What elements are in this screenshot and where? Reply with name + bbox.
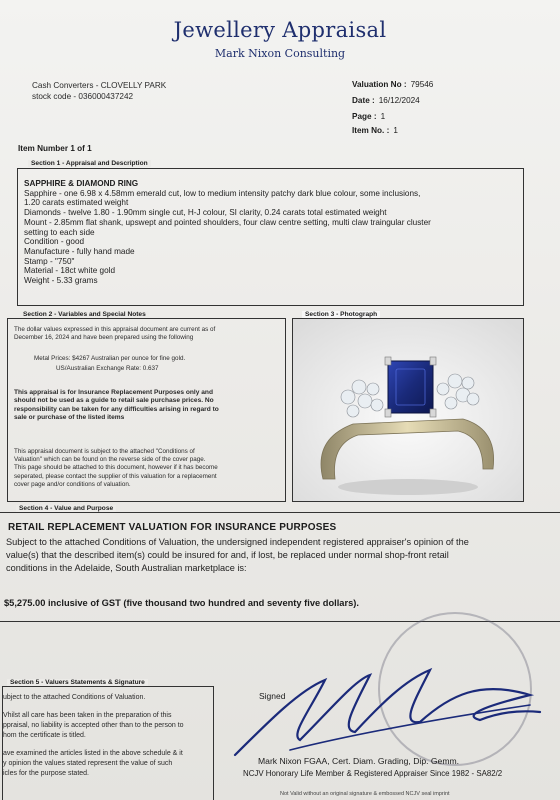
valuation-no-value: 79546 <box>410 80 434 89</box>
company-name: Mark Nixon Consulting <box>214 47 346 60</box>
valuation-statement-line: conditions in the Adelaide, South Australian marketplace is: <box>6 563 247 574</box>
conditions-note-line: Valuation" which can be found on the reverse side of the cover page. <box>14 456 206 464</box>
conditions-note-line: This appraisal document is subject to the attached "Conditions of <box>14 448 195 455</box>
page-title: Jewellery Appraisal <box>173 18 387 42</box>
client-block <box>32 80 166 102</box>
description-line: Material - 18ct white gold <box>24 266 116 276</box>
notes-intro-line: December 16, 2024 and have been prepared using the following <box>14 334 194 342</box>
date-value: 16/12/2024 <box>378 96 420 105</box>
item-title: SAPPHIRE & DIAMOND RING <box>24 179 139 188</box>
section-2-heading: Section 2 - Variables and Special Notes <box>20 311 149 318</box>
description-line: Diamonds - twelve 1.80 - 1.90mm single cut, H-J colour, SI clarity, 0.24 carats total estimated weight <box>24 208 387 218</box>
description-line: 1.20 carats estimated weight <box>24 198 129 208</box>
statement-line: icles for the purpose stated. <box>3 770 89 777</box>
item-no <box>352 126 398 135</box>
description-lines <box>24 179 514 286</box>
conditions-note-line: This page should be attached to this document, however if it has become <box>14 464 218 472</box>
section-2-notes <box>7 318 286 502</box>
handwritten-signature <box>230 650 550 765</box>
valuation-no <box>352 80 433 89</box>
section-5-heading: Section 5 - Valuers Statements & Signature <box>7 679 148 686</box>
section-1-heading: Section 1 - Appraisal and Description <box>28 160 151 167</box>
description-line: Sapphire - one 6.98 x 4.58mm emerald cut, low to medium intensity patchy dark blue colour, some inclusions, <box>24 188 421 198</box>
description-line: Manufacture - fully hand made <box>24 246 135 256</box>
notes-intro-line: The dollar values expressed in this appraisal document are current as of <box>14 326 216 333</box>
section-1-description <box>17 168 524 306</box>
date-label: Date : <box>352 96 375 105</box>
description-line: Mount - 2.85mm flat shank, upswept and pointed shoulders, four claw centre setting, multi claw traingular cluster <box>24 217 431 227</box>
metal-prices: Metal Prices: $4267 Australian per ounce for fine gold. <box>34 355 186 362</box>
conditions-note-line: seperated, please contact the supplier of this valuation for a replacement <box>14 472 217 480</box>
valuation-statement <box>6 536 546 576</box>
stock-code: stock code - 036000437242 <box>32 92 134 101</box>
valuation-purpose-title: RETAIL REPLACEMENT VALUATION FOR INSURANCE PURPOSES <box>8 522 337 533</box>
ring-photo <box>293 319 523 501</box>
item-no-value: 1 <box>393 126 398 135</box>
statement-line: Vhilst all care has been taken in the preparation of this <box>3 712 172 719</box>
valuation-date <box>352 96 420 105</box>
insurance-note-line: responsibility can be taken for any difficulties arising in regard to <box>14 405 219 413</box>
conditions-note <box>14 448 276 489</box>
insurance-note-line: sale or purchase of the listed items <box>14 414 125 422</box>
valuation-price: $5,275.00 inclusive of GST (five thousand two hundred and seventy five dollars). <box>4 598 359 608</box>
conditions-note-line: cover page and/or conditions of valuation. <box>14 480 131 488</box>
page-value: 1 <box>380 112 386 121</box>
client-name: Cash Converters - CLOVELLY PARK <box>32 81 167 90</box>
page-label: Page : <box>352 112 377 121</box>
validity-footer: Not Valid without an original signature & embossed NCJV seal imprint <box>280 791 450 797</box>
insurance-note <box>14 389 276 423</box>
signed-label: Signed <box>259 691 286 701</box>
insurance-note-line: This appraisal is for Insurance Replacement Purposes only and <box>14 389 213 396</box>
appraiser-credentials: Mark Nixon FGAA, Cert. Diam. Grading, Dip. Gemm. <box>258 756 460 766</box>
description-line: setting to each side <box>24 227 95 237</box>
valuation-no-label: Valuation No : <box>352 80 407 89</box>
page-number <box>352 112 385 121</box>
valuation-statement-line: Subject to the attached Conditions of Valuation, the undersigned independent registered appraiser's opinion of the <box>6 537 469 547</box>
notes-intro <box>14 326 276 342</box>
description-line: Weight - 5.33 grams <box>24 276 98 286</box>
statement-line: y opinion the values stated represent the value of such <box>3 760 173 767</box>
insurance-note-line: should not be used as a guide to retail sale purchase prices. No <box>14 397 214 405</box>
item-number: Item Number 1 of 1 <box>18 144 92 153</box>
exchange-rate: US/Australian Exchange Rate: 0.637 <box>56 365 159 372</box>
statement-line: ave examined the articles listed in the above schedule & it <box>3 750 183 757</box>
statement-line: ppraisal, no liability is accepted other than to the person to <box>3 722 184 729</box>
section-5-statements <box>2 686 214 800</box>
description-line: Condition - good <box>24 237 85 247</box>
section-3-heading: Section 3 - Photograph <box>302 311 380 318</box>
statement-line: ubject to the attached Conditions of Valuation. <box>3 694 146 701</box>
statement-line: hom the certificate is titled. <box>3 732 86 739</box>
description-line: Stamp - "750" <box>24 256 75 266</box>
section-3-photograph <box>292 318 524 502</box>
valuation-statement-line: value(s) that the described item(s) could be insured for and, if lost, be replaced under normal shop-front retail <box>6 550 449 561</box>
item-no-label: Item No. : <box>352 126 390 135</box>
section-4-heading: Section 4 - Value and Purpose <box>16 505 116 512</box>
appraiser-membership: NCJV Honorary Life Member & Registered Appraiser Since 1982 - SA82/2 <box>243 769 503 778</box>
